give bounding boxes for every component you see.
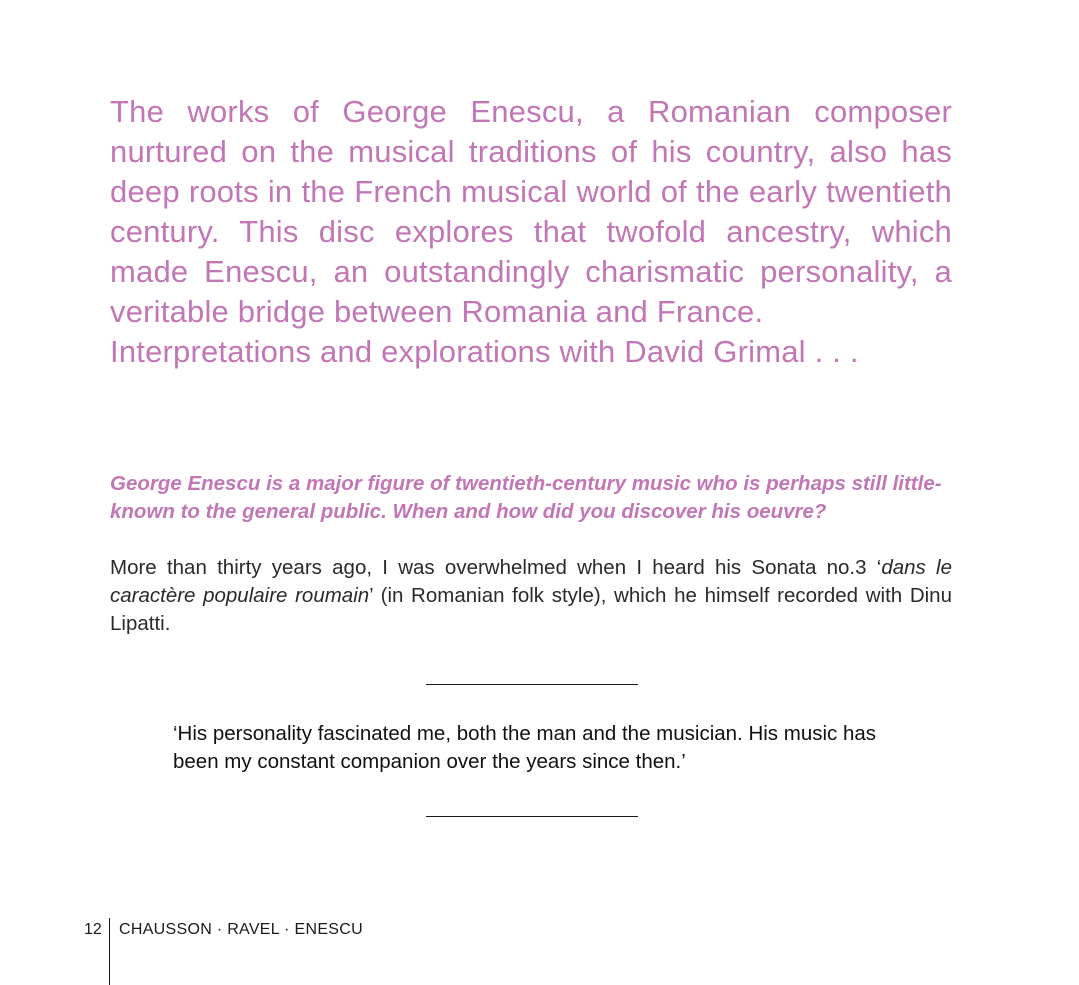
interview-answer — [110, 554, 952, 638]
intro-text — [110, 92, 952, 372]
interview-question: George Enescu is a major figure of twentieth-century music who is perhaps still little-known to the general public. When and how did you discover his oeuvre? — [110, 472, 942, 523]
answer-text-end: ’ (in Romanian folk style), which he himself recorded with Dinu Lipatti. — [110, 584, 952, 635]
page-footer — [0, 918, 500, 985]
pull-quote: ‘His personality fascinated me, both the man and the musician. His music has been my constant companion over the years since then.’ — [173, 722, 877, 773]
footer-vertical-rule — [109, 918, 110, 985]
answer-italic-title: dans le caractère populaire roumain — [110, 556, 952, 607]
answer-text-start: More than thirty years ago, I was overwhelmed when I heard his Sonata no.3 ‘ — [110, 556, 882, 579]
intro-tagline: Interpretations and explorations with David Grimal . . . — [110, 334, 859, 369]
quote-divider-bottom — [426, 816, 638, 817]
quote-divider-top — [426, 684, 638, 685]
running-title: CHAUSSON · RAVEL · ENESCU — [119, 921, 363, 938]
intro-paragraph: The works of George Enescu, a Romanian composer nurtured on the musical traditions of his country, also has deep roots in the French musical world of the early twentieth century. This disc explores that twofold ancestry, which made Enescu, an outstandingly charismatic personality, a veritable bridge between Romania and France. — [110, 94, 952, 329]
page-number: 12 — [84, 921, 102, 938]
